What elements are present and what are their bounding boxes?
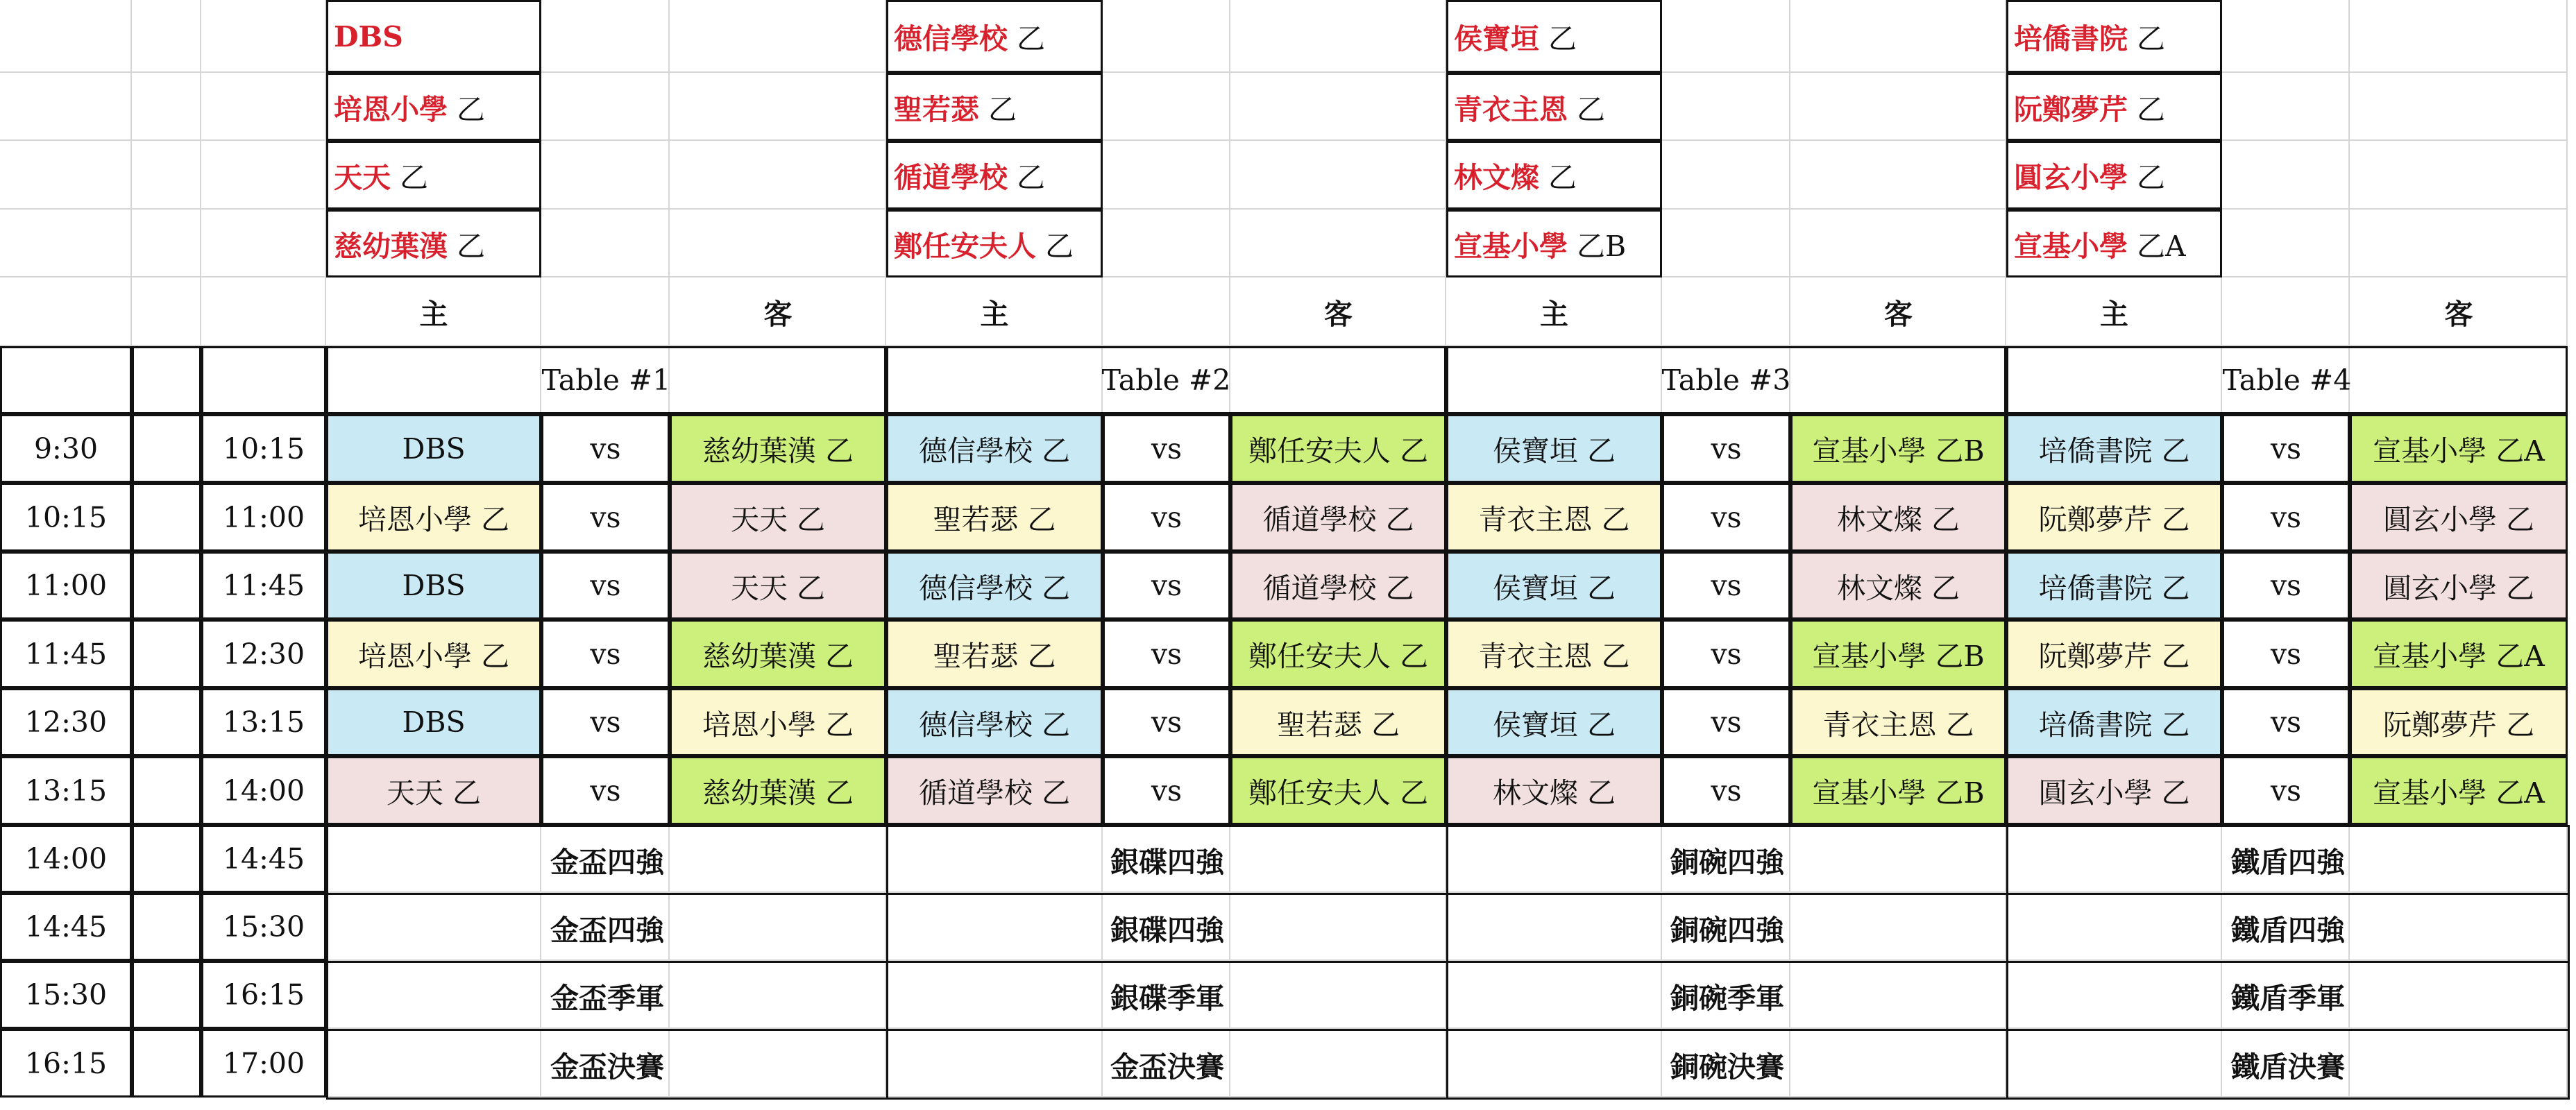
- grid-cell[interactable]: [670, 210, 886, 278]
- knockout-event-cell[interactable]: 鐵盾決賽: [2006, 1029, 2570, 1100]
- grid-cell[interactable]: [132, 73, 201, 141]
- table-header-4[interactable]: Table #4: [2006, 346, 2568, 414]
- away-label: 客: [1324, 298, 1353, 331]
- home-team-cell[interactable]: 培恩小學 乙: [326, 620, 541, 688]
- roster-team-cell[interactable]: [2006, 210, 2222, 278]
- team-group: 乙: [1036, 229, 1074, 263]
- home-team-cell[interactable]: 聖若瑟 乙: [886, 483, 1103, 552]
- home-team-cell[interactable]: DBS: [326, 414, 541, 483]
- grid-cell[interactable]: [0, 0, 132, 73]
- roster-team-cell[interactable]: [2006, 141, 2222, 210]
- start-time[interactable]: 16:15: [0, 1029, 132, 1098]
- grid-cell[interactable]: [1790, 210, 2006, 278]
- time-blank[interactable]: [132, 552, 201, 620]
- grid-cell[interactable]: [541, 0, 670, 73]
- away-team-cell[interactable]: 慈幼葉漢 乙: [670, 756, 886, 825]
- home-team-cell[interactable]: 德信學校 乙: [886, 552, 1103, 620]
- vs-label[interactable]: vs: [1662, 483, 1790, 552]
- grid-cell[interactable]: [1230, 210, 1446, 278]
- vs-label[interactable]: vs: [1103, 688, 1230, 756]
- grid-cell[interactable]: [2222, 141, 2350, 210]
- away-team-cell[interactable]: 青衣主恩 乙: [1790, 688, 2006, 756]
- header-blank[interactable]: [0, 346, 132, 414]
- grid-cell[interactable]: [1103, 73, 1230, 141]
- grid-cell[interactable]: [541, 141, 670, 210]
- end-time[interactable]: 11:45: [201, 552, 326, 620]
- away-team-cell[interactable]: 天天 乙: [670, 483, 886, 552]
- team-name: DBS: [334, 19, 403, 53]
- home-team-cell[interactable]: 天天 乙: [326, 756, 541, 825]
- roster-team-cell[interactable]: [1446, 210, 1662, 278]
- grid-cell[interactable]: [541, 210, 670, 278]
- knockout-event-cell[interactable]: 銅碗四強: [1446, 825, 2008, 895]
- end-time[interactable]: 15:30: [201, 893, 326, 961]
- away-team-cell[interactable]: 宣基小學 乙A: [2350, 756, 2568, 825]
- team-name: 德信學校: [894, 22, 1008, 56]
- away-team-cell[interactable]: 聖若瑟 乙: [1230, 688, 1446, 756]
- team-name: 培恩小學: [334, 92, 448, 126]
- team-name: 鄭任安夫人: [894, 229, 1036, 263]
- team-name: 侯寶垣: [1454, 22, 1539, 56]
- time-blank[interactable]: [132, 961, 201, 1029]
- home-team-cell[interactable]: 青衣主恩 乙: [1446, 483, 1662, 552]
- grid-cell[interactable]: [670, 0, 886, 73]
- grid-cell[interactable]: [1103, 0, 1230, 73]
- vs-label[interactable]: vs: [1662, 552, 1790, 620]
- away-label: 客: [1884, 298, 1913, 331]
- roster-team-cell[interactable]: [1446, 0, 1662, 73]
- knockout-event-cell[interactable]: 金盃四強: [326, 825, 888, 895]
- vs-label[interactable]: vs: [541, 756, 670, 825]
- home-team-cell[interactable]: 培恩小學 乙: [326, 483, 541, 552]
- away-team-cell[interactable]: 鄭任安夫人 乙: [1230, 620, 1446, 688]
- end-time[interactable]: 11:00: [201, 483, 326, 552]
- vs-label[interactable]: vs: [1103, 483, 1230, 552]
- team-group: 乙: [2128, 22, 2166, 56]
- team-name: 青衣主恩: [1454, 92, 1568, 126]
- home-team-cell[interactable]: 侯寶垣 乙: [1446, 414, 1662, 483]
- home-team-cell[interactable]: 圓玄小學 乙: [2006, 756, 2222, 825]
- grid-cell[interactable]: [201, 0, 326, 73]
- time-blank[interactable]: [132, 756, 201, 825]
- table-header-1[interactable]: Table #1: [326, 346, 886, 414]
- home-team-cell[interactable]: 阮鄭夢芹 乙: [2006, 483, 2222, 552]
- end-time[interactable]: 14:00: [201, 756, 326, 825]
- grid-cell[interactable]: [1103, 210, 1230, 278]
- grid-cell[interactable]: [2350, 0, 2568, 73]
- away-team-cell[interactable]: 林文燦 乙: [1790, 552, 2006, 620]
- roster-team-cell[interactable]: [1446, 73, 1662, 141]
- start-time[interactable]: 14:00: [0, 825, 132, 893]
- grid-cell[interactable]: [2350, 210, 2568, 278]
- grid-cell[interactable]: [0, 73, 132, 141]
- knockout-event-cell[interactable]: 金盃決賽: [326, 1029, 888, 1100]
- grid-cell[interactable]: [201, 278, 326, 346]
- vs-label[interactable]: vs: [1103, 552, 1230, 620]
- away-team-cell[interactable]: 培恩小學 乙: [670, 688, 886, 756]
- team-name: 林文燦: [1454, 161, 1539, 194]
- knockout-event-cell[interactable]: 鐵盾季軍: [2006, 961, 2570, 1031]
- home-team-cell[interactable]: 侯寶垣 乙: [1446, 552, 1662, 620]
- end-time[interactable]: 10:15: [201, 414, 326, 483]
- home-team-cell[interactable]: 培僑書院 乙: [2006, 688, 2222, 756]
- team-group: 乙: [1568, 92, 1606, 126]
- grid-cell[interactable]: [2222, 210, 2350, 278]
- grid-cell[interactable]: [132, 278, 201, 346]
- home-team-cell[interactable]: 德信學校 乙: [886, 688, 1103, 756]
- end-time[interactable]: 17:00: [201, 1029, 326, 1098]
- roster-team-cell[interactable]: [886, 210, 1103, 278]
- team-group: 乙B: [1568, 229, 1627, 263]
- home-team-cell[interactable]: 青衣主恩 乙: [1446, 620, 1662, 688]
- grid-cell[interactable]: [1103, 278, 1230, 346]
- vs-label[interactable]: vs: [2222, 552, 2350, 620]
- home-team-cell[interactable]: 林文燦 乙: [1446, 756, 1662, 825]
- end-time[interactable]: 16:15: [201, 961, 326, 1029]
- team-group: 乙: [979, 92, 1017, 126]
- vs-label[interactable]: vs: [2222, 756, 2350, 825]
- grid-cell[interactable]: [132, 0, 201, 73]
- end-time[interactable]: 12:30: [201, 620, 326, 688]
- roster-team-cell[interactable]: [886, 73, 1103, 141]
- away-team-cell[interactable]: 圓玄小學 乙: [2350, 483, 2568, 552]
- home-team-cell[interactable]: 培僑書院 乙: [2006, 552, 2222, 620]
- team-name: 圓玄小學: [2014, 161, 2128, 194]
- home-label: 主: [1540, 298, 1568, 331]
- grid-cell[interactable]: [2350, 73, 2568, 141]
- home-team-cell[interactable]: 阮鄭夢芹 乙: [2006, 620, 2222, 688]
- knockout-event-cell[interactable]: 鐵盾四強: [2006, 825, 2570, 895]
- away-team-cell[interactable]: 圓玄小學 乙: [2350, 552, 2568, 620]
- start-time[interactable]: 9:30: [0, 414, 132, 483]
- start-time[interactable]: 13:15: [0, 756, 132, 825]
- time-blank[interactable]: [132, 1029, 201, 1098]
- home-label: 主: [2100, 298, 2128, 331]
- time-blank[interactable]: [132, 825, 201, 893]
- home-label: 主: [419, 298, 448, 331]
- time-blank[interactable]: [132, 414, 201, 483]
- team-group: 乙: [391, 161, 429, 194]
- roster-team-cell[interactable]: [326, 141, 541, 210]
- home-team-cell[interactable]: 循道學校 乙: [886, 756, 1103, 825]
- home-team-cell[interactable]: 德信學校 乙: [886, 414, 1103, 483]
- time-blank[interactable]: [132, 893, 201, 961]
- knockout-event-cell[interactable]: 銀碟四強: [886, 825, 1448, 895]
- away-team-cell[interactable]: 天天 乙: [670, 552, 886, 620]
- grid-cell[interactable]: [201, 210, 326, 278]
- grid-cell[interactable]: [1103, 141, 1230, 210]
- vs-label[interactable]: vs: [541, 620, 670, 688]
- team-group: 乙: [1008, 161, 1046, 194]
- grid-cell[interactable]: [1662, 73, 1790, 141]
- knockout-event-cell[interactable]: 銅碗決賽: [1446, 1029, 2008, 1100]
- grid-cell[interactable]: [541, 278, 670, 346]
- grid-cell[interactable]: [0, 278, 132, 346]
- start-time[interactable]: 15:30: [0, 961, 132, 1029]
- team-group: 乙: [1539, 22, 1577, 56]
- away-team-cell[interactable]: 循道學校 乙: [1230, 483, 1446, 552]
- vs-label[interactable]: vs: [1662, 756, 1790, 825]
- team-group: 乙: [2128, 161, 2166, 194]
- grid-cell[interactable]: [1662, 0, 1790, 73]
- away-team-cell[interactable]: 鄭任安夫人 乙: [1230, 414, 1446, 483]
- header-blank[interactable]: [201, 346, 326, 414]
- grid-cell[interactable]: [670, 73, 886, 141]
- grid-cell[interactable]: [1662, 210, 1790, 278]
- grid-cell[interactable]: [1790, 0, 2006, 73]
- table-header-2[interactable]: Table #2: [886, 346, 1446, 414]
- vs-label[interactable]: vs: [1103, 414, 1230, 483]
- team-name: 培僑書院: [2014, 22, 2128, 56]
- knockout-event-cell[interactable]: 金盃季軍: [326, 961, 888, 1031]
- vs-label[interactable]: vs: [1103, 620, 1230, 688]
- grid-cell[interactable]: [132, 210, 201, 278]
- start-time[interactable]: 14:45: [0, 893, 132, 961]
- time-blank[interactable]: [132, 483, 201, 552]
- roster-team-cell[interactable]: [2006, 0, 2222, 73]
- home-team-cell[interactable]: 聖若瑟 乙: [886, 620, 1103, 688]
- team-group: 乙: [2128, 92, 2166, 126]
- knockout-event-cell[interactable]: 銅碗季軍: [1446, 961, 2008, 1031]
- vs-label[interactable]: vs: [541, 414, 670, 483]
- home-team-cell[interactable]: 培僑書院 乙: [2006, 414, 2222, 483]
- start-time[interactable]: 12:30: [0, 688, 132, 756]
- vs-label[interactable]: vs: [1662, 414, 1790, 483]
- grid-cell[interactable]: [132, 141, 201, 210]
- grid-cell[interactable]: [1230, 73, 1446, 141]
- end-time[interactable]: 14:45: [201, 825, 326, 893]
- team-name: 宣基小學: [1454, 229, 1568, 263]
- grid-cell[interactable]: [1662, 278, 1790, 346]
- grid-cell[interactable]: [2222, 73, 2350, 141]
- vs-label[interactable]: vs: [2222, 483, 2350, 552]
- time-blank[interactable]: [132, 688, 201, 756]
- grid-cell[interactable]: [2222, 0, 2350, 73]
- vs-label[interactable]: vs: [1662, 620, 1790, 688]
- knockout-event-cell[interactable]: 銀碟季軍: [886, 961, 1448, 1031]
- start-time[interactable]: 10:15: [0, 483, 132, 552]
- knockout-event-cell[interactable]: 金盃決賽: [886, 1029, 1448, 1100]
- team-group: 乙: [448, 92, 486, 126]
- grid-cell[interactable]: [2350, 141, 2568, 210]
- vs-label[interactable]: vs: [541, 688, 670, 756]
- team-name: 天天: [334, 161, 391, 194]
- away-team-cell[interactable]: 宣基小學 乙B: [1790, 620, 2006, 688]
- roster-team-cell[interactable]: [886, 0, 1103, 73]
- start-time[interactable]: 11:45: [0, 620, 132, 688]
- time-blank[interactable]: [132, 620, 201, 688]
- team-name: 慈幼葉漢: [334, 229, 448, 263]
- vs-label[interactable]: vs: [2222, 688, 2350, 756]
- vs-label[interactable]: vs: [1662, 688, 1790, 756]
- grid-cell[interactable]: [1230, 141, 1446, 210]
- away-team-cell[interactable]: 宣基小學 乙A: [2350, 414, 2568, 483]
- vs-label[interactable]: vs: [541, 552, 670, 620]
- grid-cell[interactable]: [201, 73, 326, 141]
- home-team-cell[interactable]: DBS: [326, 552, 541, 620]
- team-name: 循道學校: [894, 161, 1008, 194]
- roster-team-cell[interactable]: [1446, 141, 1662, 210]
- team-group: 乙: [1539, 161, 1577, 194]
- grid-cell[interactable]: [1790, 73, 2006, 141]
- away-team-cell[interactable]: 宣基小學 乙B: [1790, 756, 2006, 825]
- grid-cell[interactable]: [201, 141, 326, 210]
- away-team-cell[interactable]: 循道學校 乙: [1230, 552, 1446, 620]
- away-team-cell[interactable]: 慈幼葉漢 乙: [670, 620, 886, 688]
- team-group: 乙: [1008, 22, 1046, 56]
- home-team-cell[interactable]: 侯寶垣 乙: [1446, 688, 1662, 756]
- roster-team-cell[interactable]: [326, 73, 541, 141]
- team-name: 宣基小學: [2014, 229, 2128, 263]
- roster-team-cell[interactable]: [326, 210, 541, 278]
- away-label: 客: [763, 298, 793, 331]
- away-team-cell[interactable]: 林文燦 乙: [1790, 483, 2006, 552]
- vs-label[interactable]: vs: [2222, 414, 2350, 483]
- away-team-cell[interactable]: 慈幼葉漢 乙: [670, 414, 886, 483]
- header-blank[interactable]: [132, 346, 201, 414]
- team-name: 阮鄭夢芹: [2014, 92, 2128, 126]
- team-group: 乙A: [2128, 229, 2186, 263]
- away-label: 客: [2444, 298, 2473, 331]
- roster-team-cell[interactable]: [326, 0, 541, 73]
- team-group: 乙: [448, 229, 486, 263]
- grid-cell[interactable]: [2222, 278, 2350, 346]
- away-team-cell[interactable]: 鄭任安夫人 乙: [1230, 756, 1446, 825]
- grid-cell[interactable]: [1230, 0, 1446, 73]
- team-name: 聖若瑟: [894, 92, 979, 126]
- vs-label[interactable]: vs: [541, 483, 670, 552]
- home-label: 主: [980, 298, 1009, 331]
- end-time[interactable]: 13:15: [201, 688, 326, 756]
- knockout-event-cell[interactable]: 鐵盾四強: [2006, 893, 2570, 963]
- vs-label[interactable]: vs: [2222, 620, 2350, 688]
- start-time[interactable]: 11:00: [0, 552, 132, 620]
- grid-cell[interactable]: [670, 141, 886, 210]
- grid-cell[interactable]: [1662, 141, 1790, 210]
- knockout-event-cell[interactable]: 銀碟四強: [886, 893, 1448, 963]
- away-team-cell[interactable]: 宣基小學 乙B: [1790, 414, 2006, 483]
- grid-cell[interactable]: [541, 73, 670, 141]
- table-header-3[interactable]: Table #3: [1446, 346, 2006, 414]
- home-team-cell[interactable]: DBS: [326, 688, 541, 756]
- grid-cell[interactable]: [0, 210, 132, 278]
- grid-cell[interactable]: [0, 141, 132, 210]
- knockout-event-cell[interactable]: 銅碗四強: [1446, 893, 2008, 963]
- roster-team-cell[interactable]: [886, 141, 1103, 210]
- knockout-event-cell[interactable]: 金盃四強: [326, 893, 888, 963]
- away-team-cell[interactable]: 宣基小學 乙A: [2350, 620, 2568, 688]
- grid-cell[interactable]: [1790, 141, 2006, 210]
- roster-team-cell[interactable]: [2006, 73, 2222, 141]
- away-team-cell[interactable]: 阮鄭夢芹 乙: [2350, 688, 2568, 756]
- vs-label[interactable]: vs: [1103, 756, 1230, 825]
